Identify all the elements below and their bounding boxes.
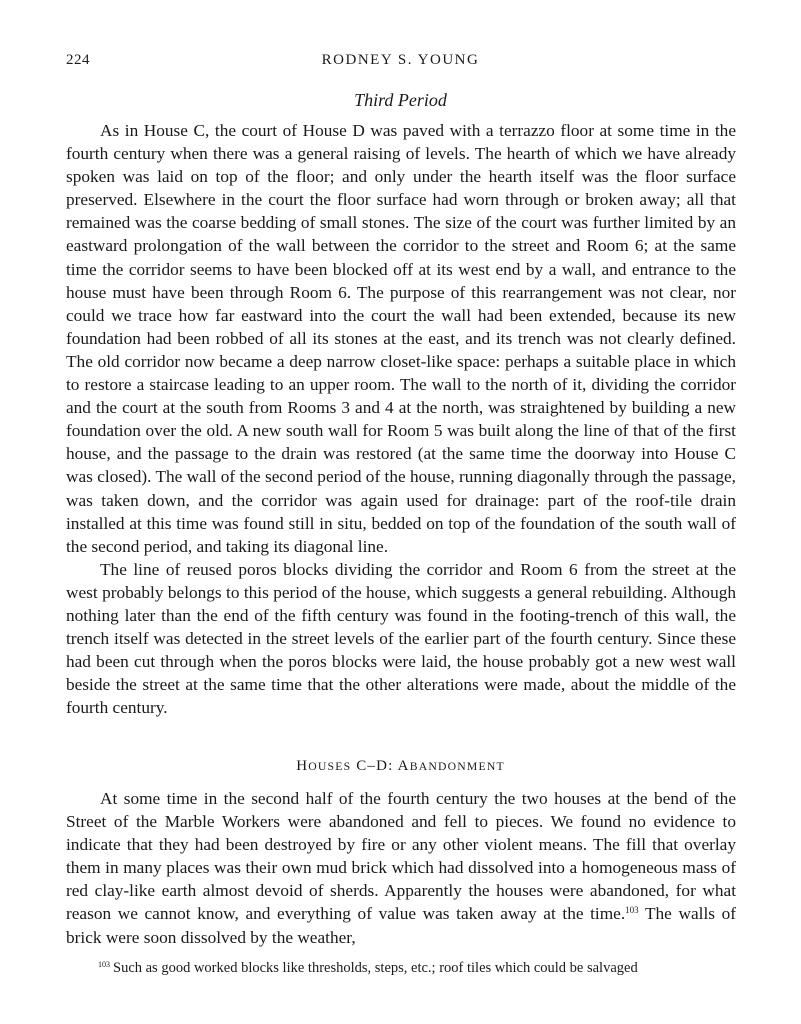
paragraph: The line of reused poros blocks dividing the corridor and Room 6 from the street at the west probably belongs to this period of the house, which suggests a general rebuilding. Although nothing later than the end of the fifth century was found in the footing-trench of this wall, the trench itself was detected in the street levels of the earlier part of the fourth century. Since these had been cut through when the poros blocks were laid, the house probably got a new west wall beside the street at the same time that the other alterations were made, about the middle of the fourth century. bbox=[66, 559, 736, 718]
section-title-text: HOUSES C–D: ABANDONMENT bbox=[296, 758, 505, 774]
footnote bbox=[98, 959, 738, 977]
running-head: RODNEY S. YOUNG bbox=[321, 52, 480, 68]
paragraph bbox=[66, 787, 736, 949]
section-title-abandonment bbox=[66, 758, 735, 775]
page-header bbox=[66, 52, 735, 72]
paragraph: As in House C, the court of House D was paved with a terrazzo floor at some time in the fourth century when there was a general raising of levels. The hearth of which we have already spoken was laid on top of the floor; and only under the hearth itself was the floor surface preserved. Elsewhere in the court the floor surface had worn through or broken away; all that remained was the coarse bedding of small stones. The size of the court was further limited by an eastward prolongation of the wall between the corridor to the street and Room 6; at the same time the corridor seems to have been blocked off at its west end by a wall, and entrance to the house must have been through Room 6. The purpose of this rearrangement was not clear, nor could we trace how far eastward into the court the wall had been extended, because its new foundation had been robbed of all its stones at the east, and its trench was not clearly defined. The old corridor now became a deep narrow closet-like space: perhaps a suitable place in which to restore a staircase leading to an upper room. The wall to the north of it, dividing the corridor and the court at the south from Rooms 3 and 4 at the north, was straightened by building a new foundation over the old. A new south wall for Room 5 was built along the line of that of the first house, and the passage to the drain was restored (at the same time the doorway into House C was closed). The wall of the second period of the house, running diagonally through the passage, was taken down, and the corridor was again used for drainage: part of the roof-tile drain installed at this time was found still in situ, bedded on top of the foundation of the south wall of the second period, and taking its diagonal line. bbox=[66, 121, 736, 556]
footnote-text: Such as good worked blocks like thresholds, steps, etc.; roof tiles which could be salvaged bbox=[113, 960, 638, 976]
footnote-marker: 103 bbox=[98, 960, 110, 969]
section-title-third-period: Third Period bbox=[354, 90, 447, 110]
paragraph-text-tail: The walls of brick were soon dissolved by the weather, bbox=[66, 904, 736, 947]
third-period-body bbox=[66, 119, 736, 719]
footnote-reference: 103 bbox=[625, 905, 639, 916]
abandonment-body bbox=[66, 787, 736, 949]
page-number: 224 bbox=[66, 52, 90, 68]
paragraph-text: At some time in the second half of the fourth century the two houses at the bend of the Street of the Marble Workers were abandoned and fell to pieces. We found no evidence to indicate that they had been destroyed by fire or any other violent means. The fill that overlay them in many places was their own mud brick which had dissolved into a homogeneous mass of red clay-like earth almost devoid of sherds. Apparently the houses were abandoned, for what reason we cannot know, and everything of value was taken away at the time. bbox=[66, 789, 736, 924]
